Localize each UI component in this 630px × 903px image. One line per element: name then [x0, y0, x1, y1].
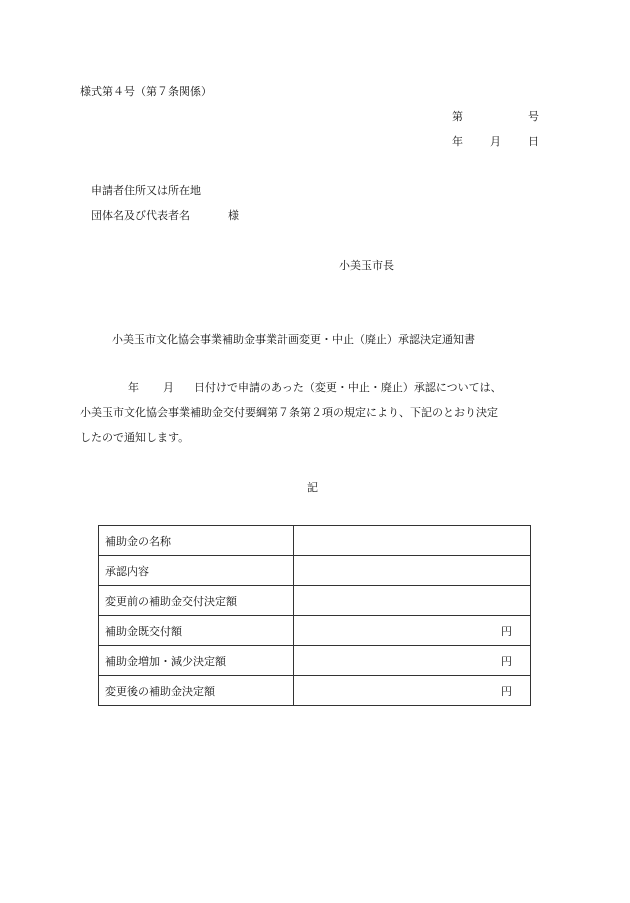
detail-table [98, 525, 531, 706]
body-month-label: 月 [163, 381, 174, 394]
table-row [99, 646, 531, 676]
row-label: 変更前の補助金交付決定額 [99, 586, 294, 616]
table-row [99, 616, 531, 646]
body-year-label: 年 [128, 381, 139, 394]
row-label: 補助金既交付額 [99, 616, 294, 646]
row-label: 変更後の補助金決定額 [99, 676, 294, 706]
row-value [294, 526, 531, 556]
doc-number-label: 第 [452, 110, 463, 123]
body-line-1 [80, 381, 550, 395]
row-value: 円 [294, 616, 531, 646]
date-year-label: 年 [452, 135, 463, 148]
applicant-address-label: 申請者住所又は所在地 [91, 184, 201, 197]
row-value [294, 586, 531, 616]
body-line-3: したので通知します。 [80, 431, 190, 444]
row-label: 補助金の名称 [99, 526, 294, 556]
doc-number-suffix: 号 [528, 110, 539, 123]
document-title: 小美玉市文化協会事業補助金事業計画変更・中止（廃止）承認決定通知書 [112, 333, 475, 346]
row-value: 円 [294, 676, 531, 706]
ki-heading: 記 [307, 481, 318, 494]
date-month-label: 月 [490, 135, 501, 148]
row-value [294, 556, 531, 586]
row-value: 円 [294, 646, 531, 676]
date-day-label: 日 [528, 135, 539, 148]
table-row [99, 556, 531, 586]
row-label: 補助金増加・減少決定額 [99, 646, 294, 676]
honorific: 様 [228, 209, 239, 222]
table-row [99, 586, 531, 616]
form-number: 様式第４号（第７条関係） [80, 85, 212, 98]
row-label: 承認内容 [99, 556, 294, 586]
table-row [99, 526, 531, 556]
body-line-1-text: 日付けで申請のあった（変更・中止・廃止）承認については、 [194, 381, 502, 394]
body-line-2: 小美玉市文化協会事業補助金交付要綱第７条第２項の規定により、下記のとおり決定 [80, 406, 498, 419]
table-row [99, 676, 531, 706]
applicant-name-label: 団体名及び代表者名 [91, 209, 190, 222]
issuer-name: 小美玉市長 [339, 259, 394, 272]
